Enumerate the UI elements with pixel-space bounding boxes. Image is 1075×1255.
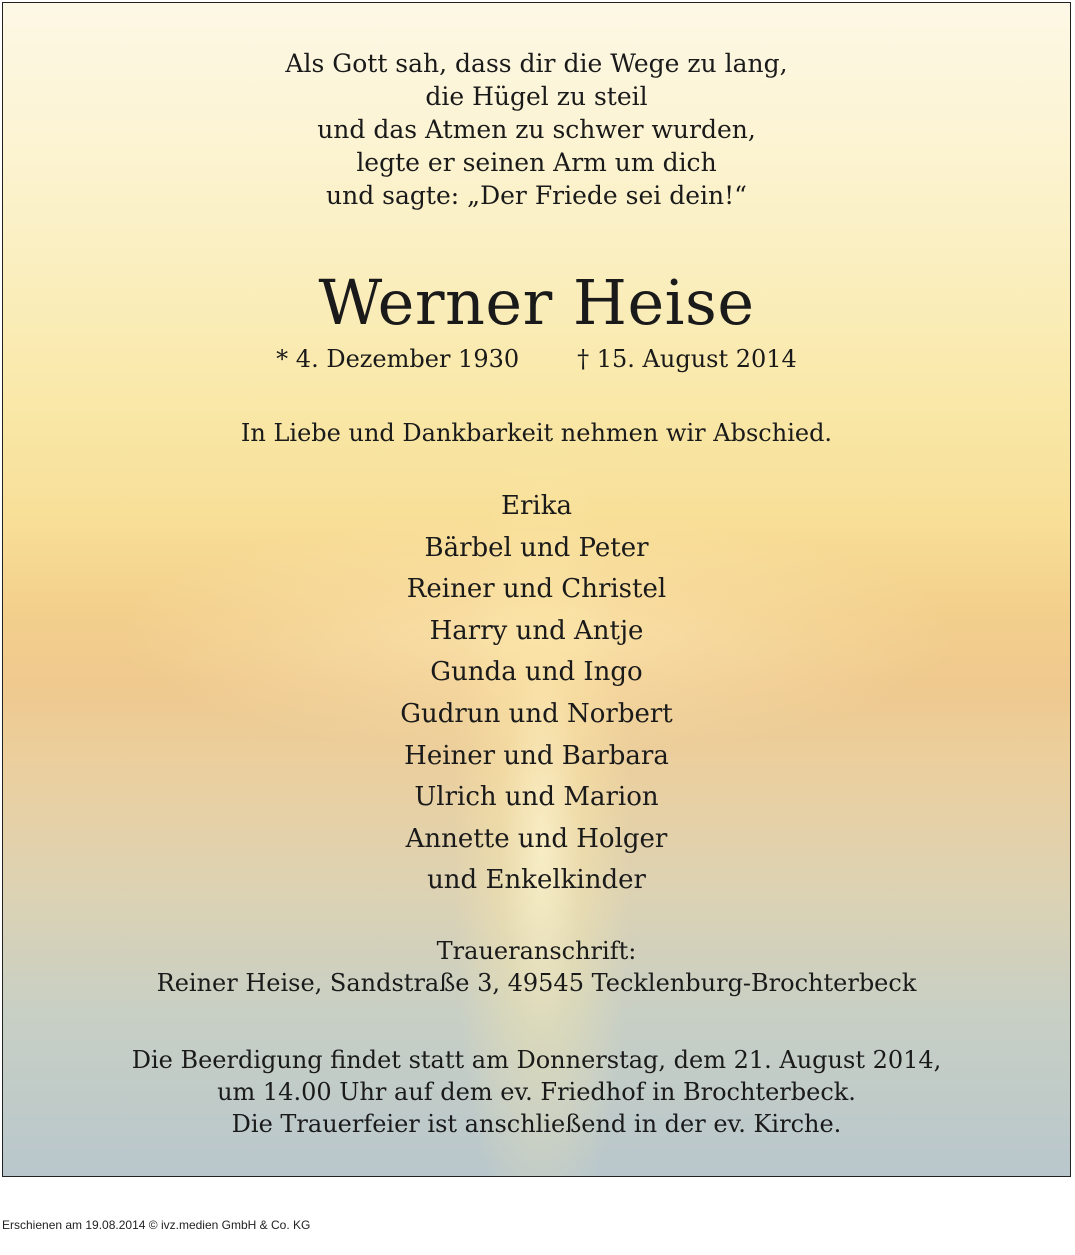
address-label: Traueranschrift: <box>436 937 637 965</box>
publication-footer: Erschienen am 19.08.2014 © ivz.medien GmbH & Co. KG <box>2 1218 311 1232</box>
family-member: Gunda und Ingo <box>430 657 643 688</box>
poem <box>3 47 1070 212</box>
family-member: Bärbel und Peter <box>424 532 649 563</box>
poem-line: legte er seinen Arm um dich <box>356 148 717 177</box>
obituary-notice <box>2 2 1071 1177</box>
birth-date: * 4. Dezember 1930 <box>276 345 520 373</box>
family-list <box>3 486 1070 902</box>
poem-line: die Hügel zu steil <box>425 82 648 111</box>
poem-line: Als Gott sah, dass dir die Wege zu lang, <box>285 49 788 78</box>
farewell-text: In Liebe und Dankbarkeit nehmen wir Abschied. <box>240 419 833 447</box>
family-member: Gudrun und Norbert <box>400 698 673 729</box>
family-member: Annette und Holger <box>405 823 668 854</box>
poem-line: und das Atmen zu schwer wurden, <box>317 115 756 144</box>
address-text: Reiner Heise, Sandstraße 3, 49545 Tecklenburg-Brochterbeck <box>156 969 917 997</box>
family-member: Ulrich und Marion <box>414 782 659 813</box>
mourning-address <box>3 935 1070 999</box>
funeral-line: Die Beerdigung findet statt am Donnerstag, dem 21. August 2014, <box>131 1046 942 1074</box>
family-member: Erika <box>501 491 572 521</box>
poem-line: und sagte: „Der Friede sei dein!“ <box>326 181 747 210</box>
death-date: † 15. August 2014 <box>577 345 797 373</box>
funeral-line: Die Trauerfeier ist anschließend in der ev. Kirche. <box>231 1110 842 1138</box>
deceased-name: Werner Heise <box>318 266 755 339</box>
family-member: Harry und Antje <box>429 615 644 646</box>
family-member: Reiner und Christel <box>406 574 667 605</box>
funeral-info <box>3 1044 1070 1140</box>
family-member: Heiner und Barbara <box>404 740 669 771</box>
funeral-line: um 14.00 Uhr auf dem ev. Friedhof in Brochterbeck. <box>217 1078 856 1106</box>
life-dates <box>3 343 1070 375</box>
family-member: und Enkelkinder <box>427 865 646 896</box>
